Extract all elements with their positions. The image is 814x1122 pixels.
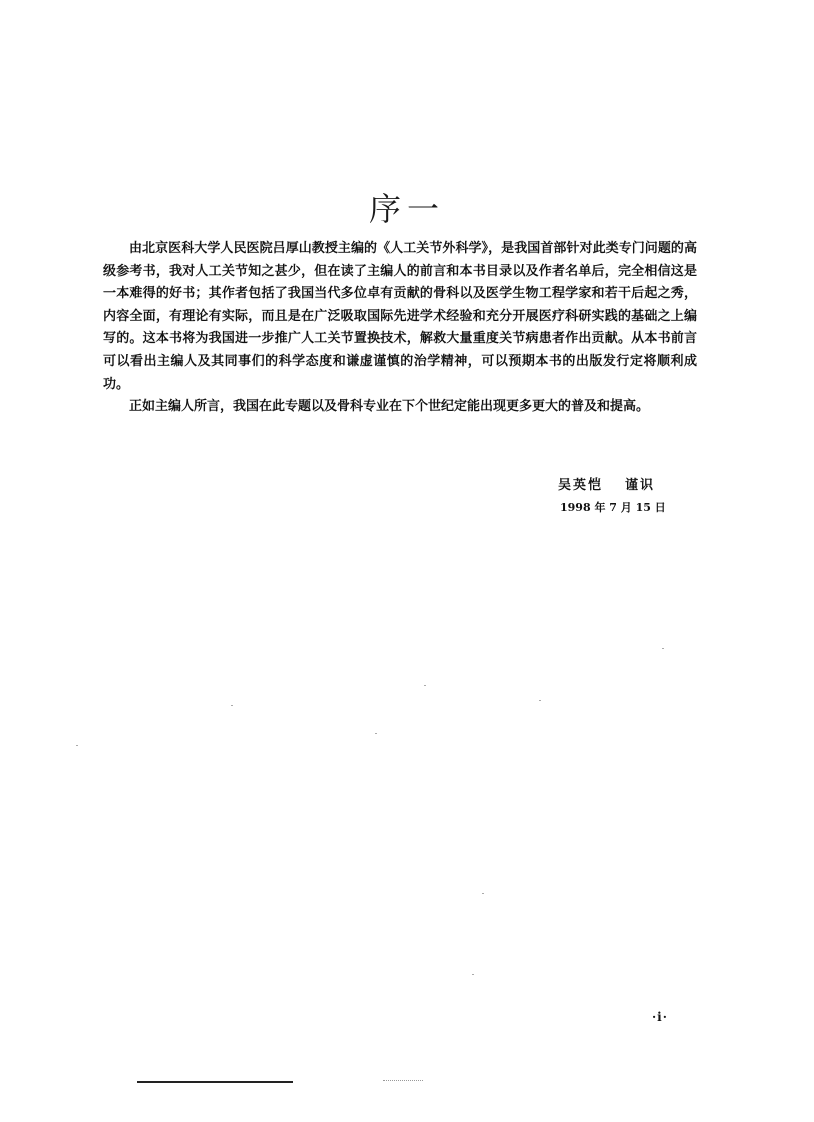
scan-speck: [424, 685, 426, 686]
footer-dotted-mark: [383, 1080, 423, 1082]
scan-speck: [472, 974, 474, 975]
signature-author: 吴英恺: [558, 478, 604, 493]
paragraph-1: 由北京医科大学人民医院吕厚山教授主编的《人工关节外科学》，是我国首部针对此类专门问题的高级参考书，我对人工关节知之甚少，但在读了主编人的前言和本书目录以及作者名单后，完全相信这是一本难得的好书；其作者包括了我国当代多位卓有贡献的骨科以及医学生物工程学家和若干后起之秀，内容全面，有理论有实际，而且是在广泛吸取国际先进学术经验和充分开展医疗科研实践的基础之上编写的。这本书将为我国进一步推广人工关节置换技术，解救大量重度关节病患者作出贡献。从本书前言可以看出主编人及其同事们的科学态度和谦虚谨慎的治学精神，可以预期本书的出版发行定将顺利成功。: [103, 241, 697, 392]
scan-speck: [662, 648, 664, 649]
signature-remark: 谨识: [625, 478, 656, 493]
paragraph-2: 正如主编人所言，我国在此专题以及骨科专业在下个世纪定能出现更多更大的普及和提高。: [129, 399, 650, 415]
page-number: ·i·: [652, 1010, 668, 1024]
page-title: 序一: [368, 190, 445, 228]
signature-line: [558, 474, 655, 493]
scan-speck: [482, 893, 484, 894]
footer-rule: [137, 1081, 293, 1083]
signature-date: 1998 年 7 月 15 日: [560, 501, 666, 514]
scan-speck: [231, 705, 233, 706]
scan-speck: [76, 745, 78, 746]
scan-speck: [539, 700, 541, 701]
scan-speck: [375, 733, 377, 734]
preface-body: [103, 238, 697, 419]
